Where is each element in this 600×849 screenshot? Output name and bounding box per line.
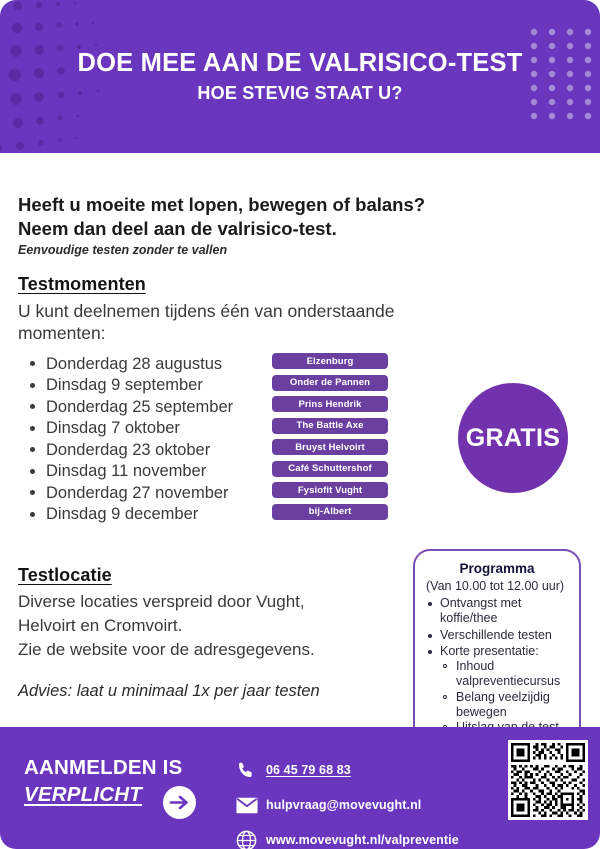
poster-header: [0, 0, 600, 153]
advies-note: Advies: laat u minimaal 1x per jaar testen: [18, 682, 320, 700]
globe-icon: [236, 828, 266, 849]
arrow-right-icon: [163, 786, 196, 819]
list-item: Donderdag 23 oktober: [24, 439, 284, 461]
cta-line-1: AANMELDEN IS: [24, 756, 183, 779]
lead-line-1: Heeft u moeite met lopen, bewegen of balans?: [18, 194, 426, 215]
section-heading-testmomenten: Testmomenten: [18, 274, 146, 294]
phone-number[interactable]: 06 45 79 68 83: [266, 763, 351, 777]
list-item: Donderdag 27 november: [24, 482, 284, 504]
list-item: Dinsdag 11 november: [24, 461, 284, 483]
status-badge: Bruyst Helvoirt: [272, 439, 388, 455]
lead-line-2: Neem dan deel aan de valrisico-test.: [18, 218, 337, 240]
gratis-badge: GRATIS: [458, 383, 568, 493]
list-item: Belang veelzijdig bewegen: [440, 690, 568, 721]
list-item: Donderdag 28 augustus: [24, 353, 284, 375]
qr-code[interactable]: [508, 740, 588, 820]
status-badge: The Battle Axe: [272, 418, 388, 434]
status-badge: Prins Hendrik: [272, 396, 388, 412]
contact-row-website[interactable]: [236, 825, 506, 849]
testlocatie-line-1: Diverse locaties verspreid door Vught,: [18, 592, 305, 611]
status-badge: bij-Albert: [272, 504, 388, 520]
list-item-label: Korte presentatie:: [440, 643, 539, 658]
list-item: Ontvangst met koffie/thee: [426, 596, 568, 627]
website-url[interactable]: www.movevught.nl/valpreventie: [266, 833, 459, 847]
phone-icon: [236, 758, 266, 782]
section-heading-testlocatie: Testlocatie: [18, 565, 112, 585]
session-date-list: [24, 353, 284, 525]
lead-question: [18, 193, 488, 241]
contact-list: [236, 755, 506, 849]
email-icon: [236, 793, 266, 817]
cta-line-2: VERPLICHT: [24, 782, 142, 806]
programma-title: Programma: [459, 561, 535, 576]
testlocatie-line-3: Zie de website voor de adresgegevens.: [18, 639, 315, 659]
header-title-block: [0, 0, 600, 153]
contact-row-phone[interactable]: [236, 755, 506, 785]
list-item: Dinsdag 9 september: [24, 375, 284, 397]
programma-time: (Van 10.00 tot 12.00 uur): [426, 579, 565, 593]
testmomenten-intro: U kunt deelnemen tijdens één van onderstaande momenten:: [18, 301, 395, 344]
testlocatie-text: [18, 590, 418, 661]
contact-row-email[interactable]: [236, 790, 506, 820]
testlocatie-line-2: Helvoirt en Cromvoirt.: [18, 615, 183, 635]
lead-subnote: Eenvoudige testen zonder te vallen: [18, 243, 228, 257]
list-item: Dinsdag 9 december: [24, 504, 284, 526]
poster-body: [0, 153, 600, 727]
status-badge: Elzenburg: [272, 353, 388, 369]
poster-title: DOE MEE AAN DE VALRISICO-TEST: [77, 48, 523, 77]
session-location-badges: [272, 353, 388, 525]
status-badge: Onder de Pannen: [272, 375, 388, 391]
list-item: Dinsdag 7 oktober: [24, 418, 284, 440]
list-item: Donderdag 25 september: [24, 396, 284, 418]
list-item: Verschillende testen: [426, 628, 568, 643]
list-item: Inhoud valpreventiecursus: [440, 659, 568, 690]
poster-subtitle: HOE STEVIG STAAT U?: [197, 83, 403, 104]
status-badge: Café Schuttershof: [272, 461, 388, 477]
status-badge: Fysiofit Vught: [272, 482, 388, 498]
email-address[interactable]: hulpvraag@movevught.nl: [266, 798, 422, 812]
